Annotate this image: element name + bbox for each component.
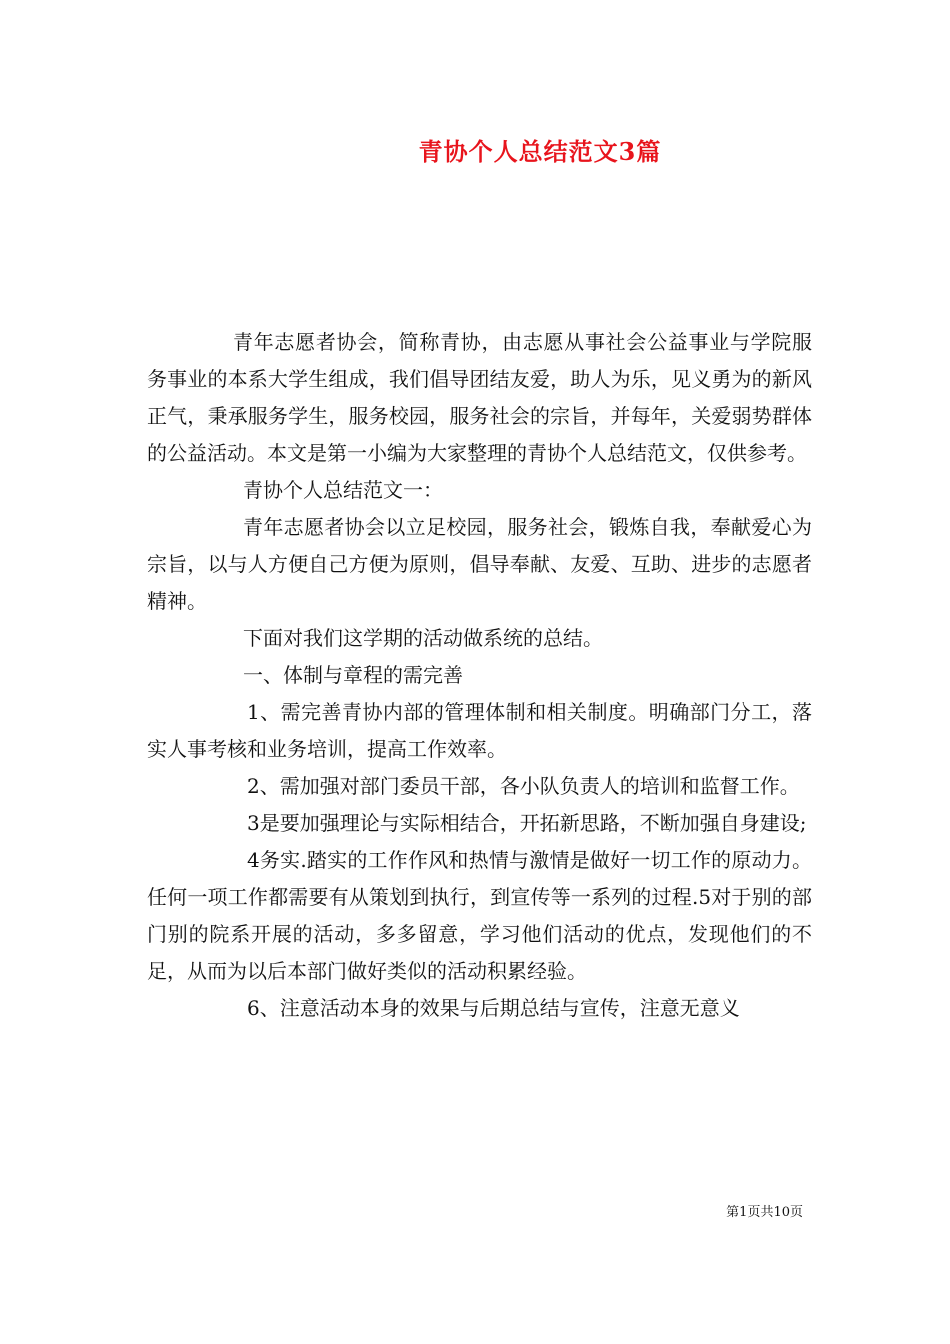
paragraph-purpose: 青年志愿者协会以立足校园，服务社会，锻炼自我，奉献爱心为宗旨，以与人方便自己方便为原则，倡导奉献、友爱、互助、进步的志愿者精神。: [147, 515, 812, 613]
page-number-footer: 第1页共10页: [726, 1205, 803, 1220]
paragraph-item-6: 6、注意活动本身的效果与后期总结与宣传，注意无意义: [247, 996, 740, 1020]
paragraph-heading-sample-one: 青协个人总结范文一：: [243, 478, 443, 502]
paragraph-item-2: 2、需加强对部门委员干部，各小队负责人的培训和监督工作。: [247, 774, 800, 798]
document-body: [147, 324, 812, 1027]
paragraph-summary-lead: 下面对我们这学期的活动做系统的总结。: [243, 626, 603, 650]
paragraph-intro: 青年志愿者协会，简称青协，由志愿从事社会公益事业与学院服务事业的本系大学生组成，我们倡导团结友爱，助人为乐，见义勇为的新风正气，秉承服务学生，服务校园，服务社会的宗旨，并每年，关爱弱势群体的公益活动。本文是第一小编为大家整理的青协个人总结范文，仅供参考。: [147, 330, 812, 465]
paragraph-item-3: 3是要加强理论与实际相结合，开拓新思路，不断加强自身建设;: [247, 811, 807, 835]
paragraph-item-1: 1、需完善青协内部的管理体制和相关制度。明确部门分工，落实人事考核和业务培训，提高工作效率。: [147, 700, 812, 761]
paragraph-section-one: 一、体制与章程的需完善: [243, 663, 463, 687]
paragraph-item-4-5: 4务实.踏实的工作作风和热情与激情是做好一切工作的原动力。任何一项工作都需要有从策划到执行，到宣传等一系列的过程.5对于别的部门别的院系开展的活动，多多留意，学习他们活动的优点，发现他们的不足，从而为以后本部门做好类似的活动积累经验。: [147, 848, 812, 983]
document-title: 青协个人总结范文3篇: [418, 137, 662, 166]
